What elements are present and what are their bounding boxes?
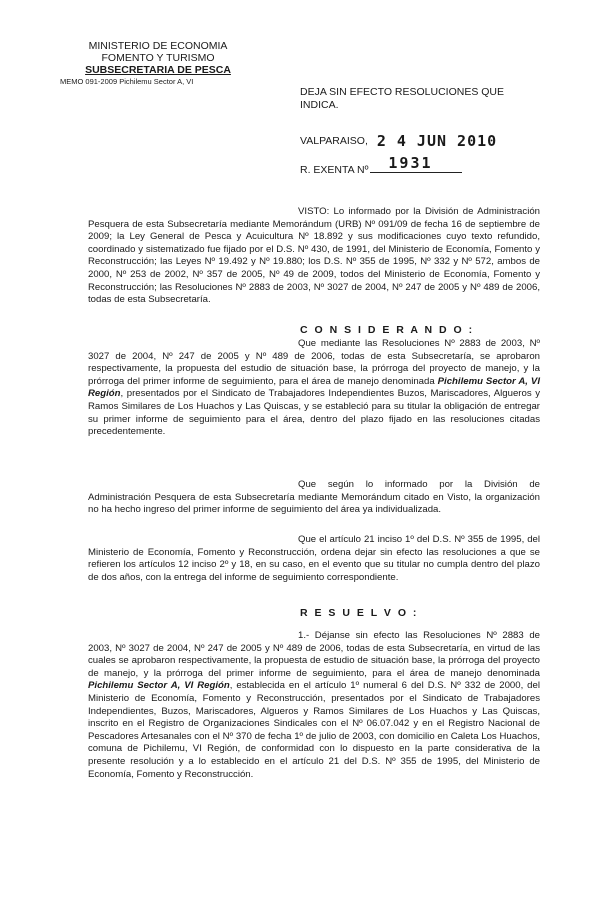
memo-reference: MEMO 091-2009 Pichilemu Sector A, VI — [60, 77, 194, 86]
resuelvo-1-text-b: , establecida en el artículo 1º numeral 6 del D.S. Nº 332 de 2000, del Ministerio de Economía, Fomento y Reconstrucción, presentados por el Sindicato de Trabajadores Independientes, Buzos, Mariscadores, Algueros y Ramos Similares de Los Huachos y Las Quiscas, inscrito en el Registro de Organizaciones Sindicales con el Nº 06.07.042 y en el Registro Nacional de Pescadores Artesanales con el Nº 370 de fecha 1º de julio de 2003, con domicilio en Caleta Los Huachos, comuna de Pichilemu, VI Región, de conformidad con lo dispuesto en la parte considerativa de la presente resolución y a lo establecido en el artículo 21 del D.S. Nº 355 de 1995, del Ministerio de Economía, Fomento y Reconstrucción. — [88, 680, 540, 780]
considerando-paragraph-3: Que el artículo 21 inciso 1º del D.S. Nº 355 de 1995, del Ministerio de Economía, Fomento y Reconstrucción, ordena dejar sin efecto las resoluciones a que se refieren los artículos 12 inciso 2º y 18, en su caso, en el evento que su titular no cumpla dentro del plazo de dos años, con la entrega del informe de seguimiento correspondiente. — [88, 534, 540, 583]
ministry-subtitle: FOMENTO Y TURISMO — [101, 52, 215, 64]
resuelvo-1-text-a: 1.- Déjanse sin efecto las Resoluciones Nº 2883 de 2003, Nº 3027 de 2004, Nº 247 de 2005 y Nº 489 de 2006, todas de esta Subsecretaría, en virtud de las cuales se aprobaron respectivamente, la propuesta de estudio de situación base, la prórroga del proyecto de manejo, y la prórroga del primer informe de seguimiento, para el área de manejo denominada — [88, 630, 540, 679]
subsecretaria-name: SUBSECRETARIA DE PESCA — [85, 64, 231, 76]
visto-paragraph: VISTO: Lo informado por la División de Administración Pesquera de esta Subsecretaría mediante Memorándum (URB) Nº 091/09 de fecha 16 de septiembre de 2009; la Ley General de Pesca y Acuicultura Nº 18.892 y sus modificaciones cuyo texto refundido, coordinado y sistematizado fue fijado por el D.S. Nº 430, de 1991, del Ministerio de Economía, Fomento y Reconstrucción; las Leyes Nº 19.492 y Nº 19.880; los D.S. Nº 355 de 1995, Nº 332 y Nº 572, ambos de 2000, Nº 253 de 2002, Nº 357 de 2005, Nº 49 de 2009, todos del Ministerio de Economía, Fomento y Reconstrucción; las Resoluciones Nº 2883 de 2003, Nº 3027 de 2004, Nº 247 de 2005 y Nº 489 de 2006, todas de esta Subsecretaría. — [88, 206, 540, 306]
considerando-paragraph-2: Que según lo informado por la División de Administración Pesquera de esta Subsecretaría mediante Memorándum citado en Visto, la organización no ha hecho ingreso del primer informe de seguimiento del área ya individualizada. — [88, 479, 540, 516]
resolution-number: 1931 — [388, 154, 433, 172]
date-place: VALPARAISO, — [300, 135, 368, 147]
resolution-number-field — [370, 154, 462, 173]
letterhead — [58, 40, 258, 87]
date-stamp: 2 4 JUN 2010 — [376, 132, 498, 150]
date-line — [300, 132, 497, 150]
considerando-1-text-a: Que mediante las Resoluciones Nº 2883 de 2003, Nº 3027 de 2004, Nº 247 de 2005 y Nº 489 de 2006, todas de esta Subsecretaría, se aprobaron respectivamente, la propuesta del estudio de situación base, la prórroga del proyecto de manejo, y la prórroga del primer informe de seguimiento, para el área de manejo denominada — [88, 338, 540, 387]
resolution-subject: DEJA SIN EFECTO RESOLUCIONES QUE INDICA. — [300, 86, 505, 111]
resolution-number-line — [300, 154, 462, 176]
considerando-1-text-b: , presentados por el Sindicato de Trabajadores Independientes Buzos, Mariscadores, Algueros y Ramos Similares de Los Huachos y Las Quiscas, y se estableció para su titular la obligación de entregar su primer informe de seguimiento para el área, dentro del plazo fijado en las resoluciones citadas precedentemente. — [88, 388, 540, 438]
resolution-label: R. EXENTA Nº — [300, 164, 369, 176]
area-name-italic: Pichilemu Sector A, VI Región — [88, 375, 540, 400]
ministry-name: MINISTERIO DE ECONOMIA — [88, 40, 228, 52]
area-name-italic-2: Pichilemu Sector A, VI Región — [88, 680, 230, 692]
resuelvo-heading: R E S U E L V O : — [300, 607, 419, 619]
resuelvo-paragraph-1 — [88, 630, 540, 781]
considerando-heading: C O N S I D E R A N D O : — [300, 324, 475, 336]
considerando-paragraph-1 — [88, 338, 540, 439]
